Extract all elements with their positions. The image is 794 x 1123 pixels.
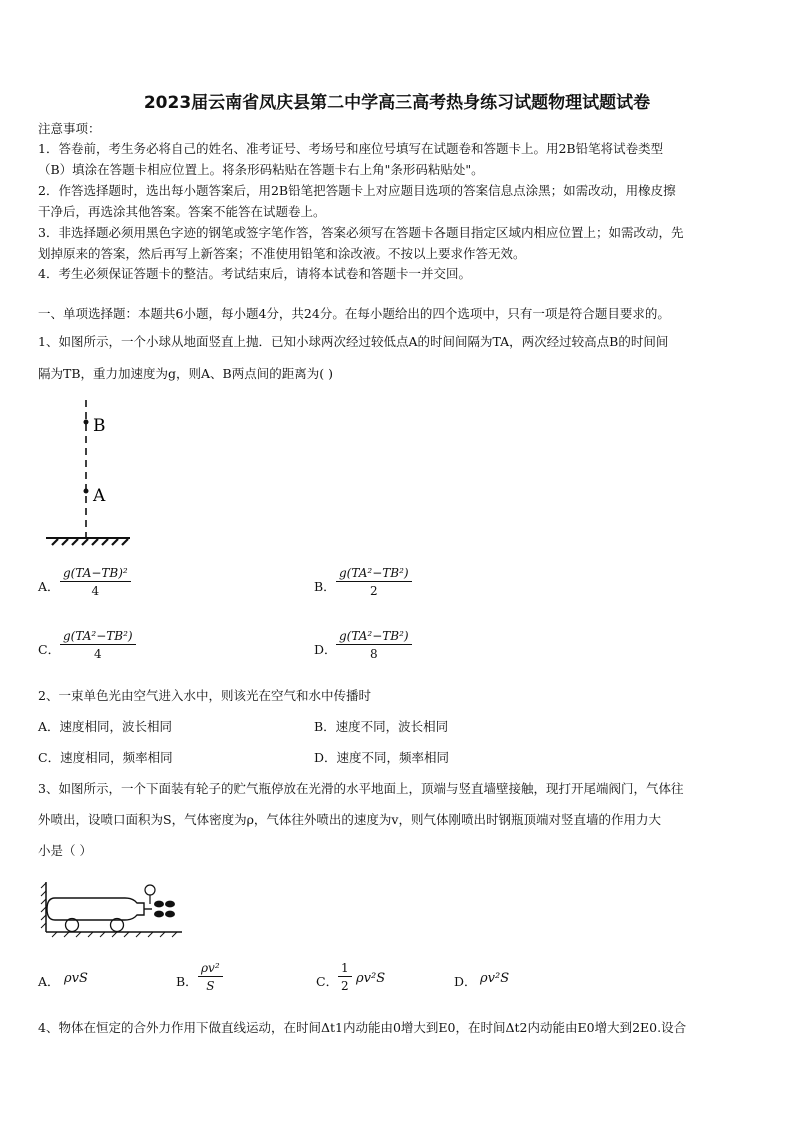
q3-option-b-denominator: S [206,979,215,993]
gas-jet [154,901,175,918]
q1-option-d-numerator: g(TA²−TB²) [336,629,412,645]
q1-option-c-formula[interactable] [60,629,136,661]
q1-option-d-label[interactable]: D． [314,642,337,657]
q3-option-c-denominator: 2 [341,979,349,993]
q3-option-d-label[interactable]: D． [454,974,477,989]
q1-option-d-denominator: 8 [369,647,378,661]
q1-option-d-formula[interactable] [336,629,412,661]
q1-option-c-label[interactable]: C． [38,642,61,657]
q3-stem-line-3: 小是（ ） [38,843,92,858]
q2-stem: 2、一束单色光由空气进入水中，则该光在空气和水中传播时 [38,688,371,703]
q3-option-c-numerator: 1 [338,961,352,977]
q2-option-c[interactable]: C．速度相同，频率相同 [38,750,173,765]
page-title: 2023届云南省凤庆县第二中学高三高考热身练习试题物理试题试卷 [143,93,651,113]
q3-stem-line-2: 外喷出，设喷口面积为S，气体密度为ρ，气体往外喷出的速度为v，则气体刚喷出时钢瓶顶端对竖直墙的作用力大 [38,812,661,827]
q1-option-b-label[interactable]: B． [314,579,336,594]
q3-option-d-formula[interactable]: ρv²S [480,971,510,986]
notice-line-2: （B）填涂在答题卡相应位置上。将条形码粘贴在答题卡右上角"条形码粘贴处"。 [38,162,484,177]
q1-option-a-denominator: 4 [91,584,100,598]
q3-option-a-formula[interactable]: ρvS [64,971,88,986]
section-heading: 一、单项选择题：本题共6小题，每小题4分，共24分。在每小题给出的四个选项中，只有一项是符合题目要求的。 [38,306,670,321]
q1-option-b-formula[interactable] [336,566,412,598]
q3-stem-line-1: 3、如图所示，一个下面装有轮子的贮气瓶停放在光滑的水平地面上，顶端与竖直墙壁接触，现打开尾端阀门，气体往 [38,781,684,796]
notice-line-1: 1．答卷前，考生务必将自己的姓名、准考证号、考场号和座位号填写在试题卷和答题卡上。用2B铅笔将试卷类型 [38,141,664,156]
q1-stem-line-2: 隔为TB，重力加速度为g，则A、B两点间的距离为( ) [38,366,333,381]
q1-option-b-denominator: 2 [369,584,378,598]
q3-option-c-tail: ρv²S [356,971,386,986]
notice-line-4: 干净后，再选涂其他答案。答案不能答在试题卷上。 [38,204,326,219]
valve-knob [145,885,155,895]
ground-hatching [52,539,128,545]
q4-stem-line-1: 4、物体在恒定的合外力作用下做直线运动，在时间Δt1内动能由0增大到E0，在时间Δt2内动能由E0增大到2E0.设合 [38,1020,687,1035]
point-a-label: A [93,486,106,506]
q3-option-c-formula[interactable] [338,961,352,993]
q1-option-c-denominator: 4 [93,647,102,661]
q2-option-b[interactable]: B．速度不同，波长相同 [314,719,449,734]
point-a-marker [84,489,89,494]
q3-figure [40,878,190,940]
q1-figure [40,395,140,550]
q1-option-a-label[interactable]: A． [38,579,60,594]
q1-stem-line-1: 1、如图所示，一个小球从地面竖直上抛．已知小球两次经过较低点A的时间间隔为TA，两次经过较高点B的时间间 [38,334,669,349]
q3-option-c-label[interactable]: C． [316,974,339,989]
q1-option-a-numerator: g(TA−TB)² [60,566,131,582]
q3-option-b-label[interactable]: B． [176,974,198,989]
notice-line-5: 3．非选择题必须用黑色字迹的钢笔或签字笔作答，答案必须写在答题卡各题目指定区域内相应位置上；如需改动，先 [38,225,684,240]
gas-cylinder [47,898,144,920]
notice-line-7: 4．考生必须保证答题卡的整洁。考试结束后，请将本试卷和答题卡一并交回。 [38,266,471,281]
q1-option-c-numerator: g(TA²−TB²) [60,629,136,645]
notice-line-3: 2．作答选择题时，选出每小题答案后，用2B铅笔把答题卡上对应题目选项的答案信息点涂黑；如需改动，用橡皮擦 [38,183,676,198]
q3-option-b-formula[interactable] [198,961,223,993]
q3-option-a-label[interactable]: A． [38,974,60,989]
notice-heading: 注意事项： [38,121,101,136]
point-b-label: B [93,416,106,436]
q2-option-a[interactable]: A．速度相同，波长相同 [38,719,173,734]
q2-option-d[interactable]: D．速度不同，频率相同 [314,750,450,765]
notice-line-6: 划掉原来的答案，然后再写上新答案；不准使用铅笔和涂改液。不按以上要求作答无效。 [38,246,526,261]
q3-option-b-numerator: ρv² [198,961,223,977]
q1-option-a-formula[interactable] [60,566,131,598]
q1-option-b-numerator: g(TA²−TB²) [336,566,412,582]
point-b-marker [84,420,89,425]
